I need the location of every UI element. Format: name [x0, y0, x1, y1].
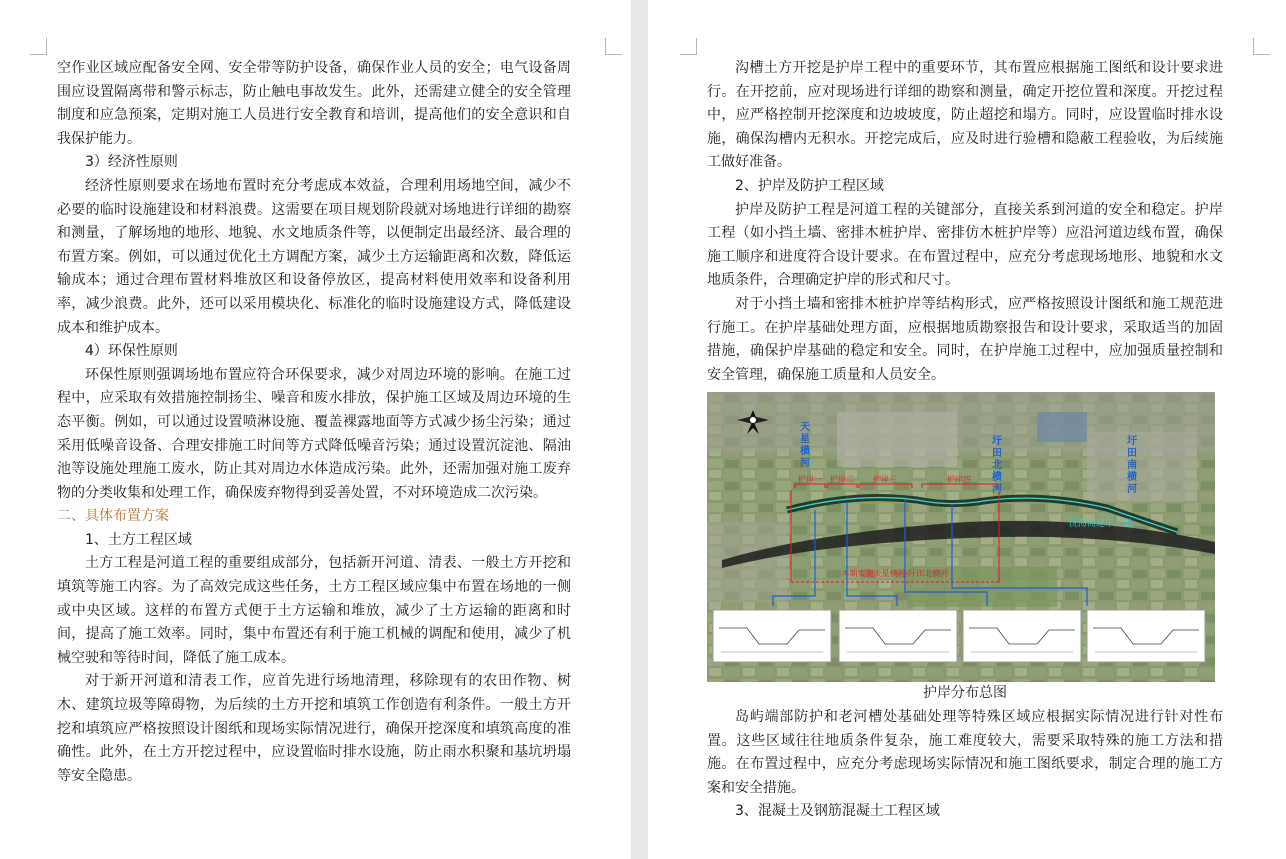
label-seg4: 护岸四	[947, 475, 971, 485]
left-page	[0, 0, 631, 859]
label-seg1: 护岸一	[798, 475, 822, 485]
section-heading: 二、具体布置方案	[57, 508, 169, 525]
section-subheading: 2、护岸及防护工程区域	[735, 177, 884, 194]
label-river-yutian-north-2: 田	[992, 448, 1002, 460]
label-river-yutian-south-1: 圩	[1127, 436, 1137, 448]
paragraph: 对于小挡土墙和密排木桩护岸等结构形式，应严格按照设计图纸和施工规范进行施工。在护岸基础处理方面，应根据地质勘察报告和设计要求，采取适当的加固措施，确保护岸基础的稳定和安全。同时，在护岸施工过程中，应加强质量控制和安全管理，确保施工质量和人员安全。	[707, 295, 1223, 383]
paragraph: 对于新开河道和清表工作，应首先进行场地清理，移除现有的农田作物、树木、建筑垃圾等障碍物，为后续的土方开挖和填筑工作创造有利条件。一般土方开挖和填筑应严格按照设计图纸和现场实际情况进行，确保开挖深度和填筑高度的准确性。此外，在土方开挖过程中，应设置临时排水设施，防止雨水积聚和基坑坍塌等安全隐患。	[57, 673, 571, 784]
section-subheading: 1、土方工程区域	[85, 531, 192, 548]
label-river-yutian-north-4: 横	[992, 472, 1002, 484]
sub-heading-environmental: 4）环保性原则	[85, 343, 178, 360]
label-river-tianxing-3: 横	[800, 446, 810, 458]
label-seg2: 护岸二	[830, 475, 854, 485]
page-gap	[631, 0, 648, 859]
right-page	[648, 0, 1286, 859]
paragraph: 环保性原则强调场地布置应符合环保要求，减少对周边环境的影响。在施工过程中，应采取有效措施控制扬尘、噪音和废水排放，保护施工区域及周边环境的生态平衡。例如，可以通过设置喷淋设施、覆盖裸露地面等方式减少扬尘污染；通过采用低噪音设备、合理安排施工时间等方式降低噪音污染；通过设置沉淀池、隔油池等设施处理施工废水，防止其对周边水体造成污染。此外，还需加强对施工废弃物的分类收集和处理工作，确保废弃物得到妥善处置，不对环境造成二次污染。	[57, 366, 571, 501]
label-river-tianxing-2: 星	[800, 434, 810, 446]
margin-corner-mark	[605, 38, 622, 55]
margin-corner-mark	[1253, 38, 1270, 55]
label-river-yutian-north-5: 河	[992, 484, 1002, 496]
paragraph: 空作业区域应配备安全网、安全带等防护设备，确保作业人员的安全；电气设备周围应设置隔离带和警示标志，防止触电事故发生。此外，还需建立健全的安全管理制度和应急预案，定期对施工人员进行安全教育和培训，提高他们的安全意识和自我保护能力。	[57, 60, 571, 147]
label-river-tianxing-4: 河	[800, 458, 810, 470]
label-river-yutian-south-5: 河	[1127, 484, 1137, 496]
paragraph: 岛屿端部防护和老河槽处基础处理等特殊区域应根据实际情况进行针对性布置。这些区域往往地质条件复杂，施工难度较大，需要采取特殊的施工方法和措施。在布置过程中，应充分考虑现场实际情况和施工图纸要求，制定合理的施工方案和安全措施。	[707, 708, 1223, 796]
label-river-yutian-south-2: 田	[1127, 448, 1137, 460]
margin-corner-mark	[30, 38, 47, 55]
revetment-layout-map	[707, 392, 1215, 682]
label-seg3: 护岸三	[873, 475, 897, 485]
label-river-yutian-north-1: 圩	[992, 436, 1002, 448]
label-river-tianxing-1: 天	[800, 422, 810, 434]
margin-corner-mark	[680, 38, 697, 55]
label-scope: 本期实施天星横河-圩田北横河	[841, 569, 949, 579]
label-river-yutian-south-3: 南	[1127, 460, 1137, 472]
paragraph: 经济性原则要求在场地布置时充分考虑成本效益，合理利用场地空间，减少不必要的临时设施建设和材料浪费。这需要在项目规划阶段就对场地进行详细的勘察和测量，了解场地的地形、地貌、水文地质条件等，以便制定出最经济、最合理的布置方案。例如，可以通过优化土方调配方案，减少土方运输距离和次数，降低运输成本；通过合理布置材料堆放区和设备停放区，提高材料使用效率和设备利用率，减少浪费。此外，还可以采用模块化、标准化的临时设施建设方式，降低建设成本和维护成本。	[57, 177, 571, 336]
section-subheading: 3、混凝土及钢筋混凝土工程区域	[735, 803, 940, 820]
label-river-east: 沈海高速东河道	[1069, 519, 1133, 530]
paragraph: 沟槽土方开挖是护岸工程中的重要环节，其布置应根据施工图纸和设计要求进行。在开挖前，应对现场进行详细的勘察和测量，确定开挖位置和深度。开挖过程中，应严格控制开挖深度和边坡坡度，防止超挖和塌方。同时，应设置临时排水设施，确保沟槽内无积水。开挖完成后，应及时进行验槽和隐蔽工程验收，为后续施工做好准备。	[707, 60, 1223, 171]
paragraph: 土方工程是河道工程的重要组成部分，包括新开河道、清表、一般土方开挖和填筑等施工内容。为了高效完成这些任务，土方工程区域应集中布置在场地的一侧或中央区域。这样的布置方式便于土方运输和堆放，减少了土方运输的距离和时间，提高了施工效率。同时，集中布置还有利于施工机械的调配和使用，减少了机械空驶和等待时间，降低了施工成本。	[57, 555, 571, 666]
label-river-yutian-south-4: 横	[1127, 472, 1137, 484]
right-text-column	[707, 57, 1223, 824]
label-river-yutian-north-3: 北	[992, 460, 1002, 472]
sub-heading-economic: 3）经济性原则	[85, 154, 178, 171]
paragraph: 护岸及防护工程是河道工程的关键部分，直接关系到河道的安全和稳定。护岸工程（如小挡土墙、密排木桩护岸、密排仿木桩护岸等）应沿河道边线布置，确保施工顺序和进度符合设计要求。在布置过程中，应充分考虑现场地形、地貌和水文地质条件，合理确定护岸的形式和尺寸。	[707, 201, 1223, 289]
left-text-column	[57, 57, 571, 788]
figure-caption: 护岸分布总图	[923, 685, 1007, 702]
